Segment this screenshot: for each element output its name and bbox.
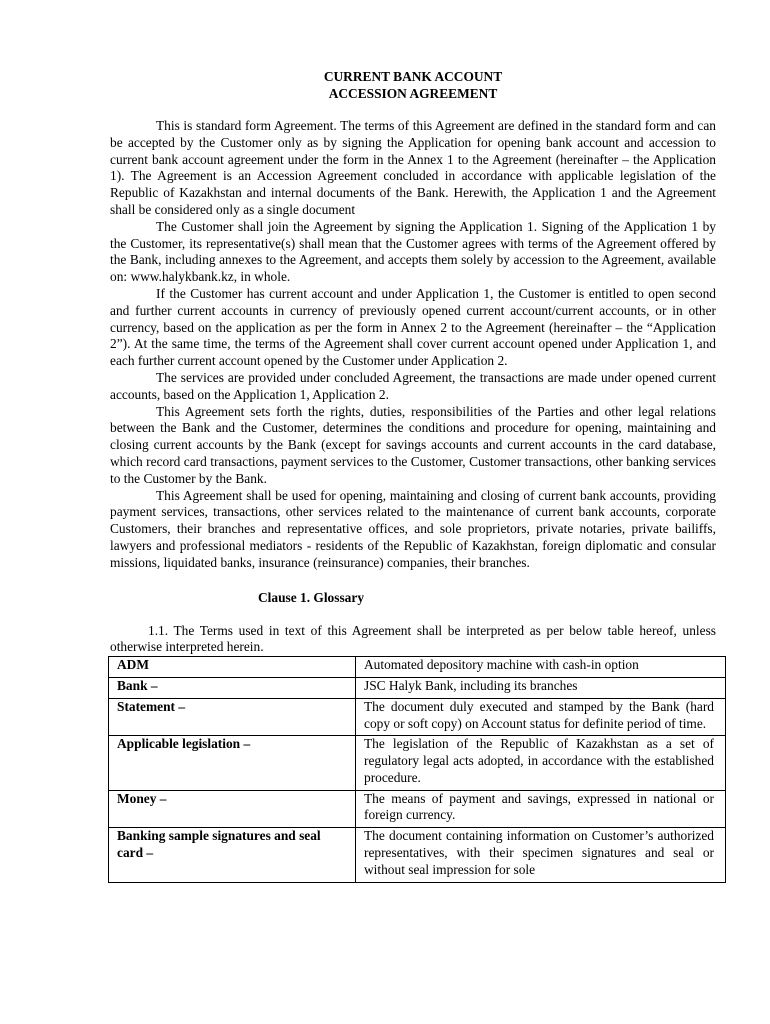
glossary-term: Bank –: [109, 677, 356, 698]
table-row: [109, 657, 726, 678]
glossary-term: Banking sample signatures and seal card –: [109, 828, 356, 882]
glossary-term: ADM: [109, 657, 356, 678]
table-row: [109, 677, 726, 698]
paragraph-5: This Agreement sets forth the rights, duties, responsibilities of the Parties and other legal relations between the Bank and the Customer, determines the conditions and procedure for opening, maintaining and closing current accounts by the Bank (except for savings accounts and current accounts in the card database, which record card transactions, payment services to the Customer, Customer transactions, other banking services to the Customer by the Bank.: [110, 403, 716, 486]
glossary-term: Money –: [109, 790, 356, 828]
glossary-term: Statement –: [109, 698, 356, 736]
paragraph-3: If the Customer has current account and under Application 1, the Customer is entitled to open second and further current accounts in currency of previously opened current account/current accounts, or in other currency, based on the application as per the form in Annex 2 to the Agreement (hereinafter – the “Application 2”). At the same time, the terms of the Agreement shall cover current account opened under Application 1, and each further current account opened by the Customer under Application 2.: [110, 285, 716, 369]
glossary-definition: The document duly executed and stamped by the Bank (hard copy or soft copy) on Account status for definite period of time.: [356, 698, 726, 736]
glossary-definition: The document containing information on Customer’s authorized representatives, with their specimen signatures and seal or without seal impression for sole: [356, 828, 726, 882]
clause-heading: Clause 1. Glossary: [258, 589, 365, 605]
glossary-definition: JSC Halyk Bank, including its branches: [356, 677, 726, 698]
glossary-definition: The legislation of the Republic of Kazakhstan as a set of regulatory legal acts adopted, in accordance with the established procedure.: [356, 736, 726, 790]
title-line-1: CURRENT BANK ACCOUNT: [323, 69, 503, 84]
glossary-table: [108, 656, 726, 883]
title-line-2: ACCESSION AGREEMENT: [328, 86, 498, 101]
table-row: [109, 828, 726, 882]
paragraph-4: The services are provided under concluded Agreement, the transactions are made under opened current accounts, based on the Application 1, Application 2.: [110, 369, 716, 402]
paragraph-2: The Customer shall join the Agreement by signing the Application 1. Signing of the Application 1 by the Customer, its representative(s) shall mean that the Customer agrees with terms of the Agreement offered by the Bank, including annexes to the Agreement, and accepts them solely by accession to the Agreement, available on: www.halykbank.kz, in whole.: [110, 218, 716, 285]
paragraph-1: This is standard form Agreement. The terms of this Agreement are defined in the standard form and can be accepted by the Customer only as by signing the Application for opening bank account and accession to current bank account agreement under the form in the Annex 1 to the Agreement (hereinafter – the Application 1). The Agreement is an Accession Agreement concluded in accordance with applicable legislation of the Republic of Kazakhstan and internal documents of the Bank. Herewith, the Application 1 and the Agreement shall be considered only as a single document: [110, 118, 716, 217]
glossary-definition: Automated depository machine with cash-in option: [356, 657, 726, 678]
clause-intro: 1.1. The Terms used in text of this Agreement shall be interpreted as per below table hereof, unless otherwise interpreted herein.: [110, 622, 716, 655]
table-row: [109, 698, 726, 736]
paragraph-6: This Agreement shall be used for opening, maintaining and closing of current bank accounts, providing payment services, transactions, other services related to the maintenance of current bank accounts, corporate Customers, their branches and representative offices, and sole proprietors, private notaries, private bailiffs, lawyers and professional mediators - residents of the Republic of Kazakhstan, foreign diplomatic and consular missions, liquidated banks, insurance (reinsurance) companies, their branches.: [110, 487, 716, 570]
table-row: [109, 736, 726, 790]
glossary-definition: The means of payment and savings, expressed in national or foreign currency.: [356, 790, 726, 828]
document-title: [110, 68, 716, 102]
glossary-term: Applicable legislation –: [109, 736, 356, 790]
table-row: [109, 790, 726, 828]
